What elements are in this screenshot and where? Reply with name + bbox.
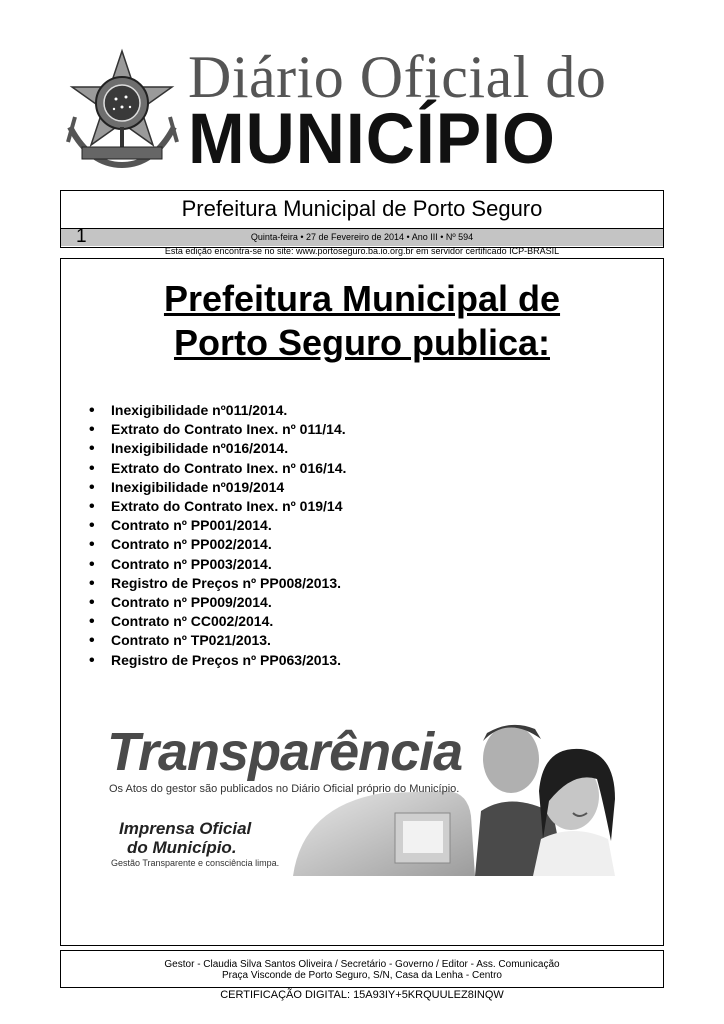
press-title [119,819,251,857]
headline-line2: Porto Seguro publica: [173,322,550,363]
headline-line1: Prefeitura Municipal de [163,278,561,319]
headline [61,277,663,365]
list-item: • Contrato nº PP009/2014. [89,593,346,612]
list-item: • Contrato nº TP021/2013. [89,631,346,650]
banner-title: Transparência [107,722,463,782]
list-item: • Registro de Preços nº PP063/2013. [89,651,346,670]
edition-info: Quinta-feira • 27 de Fevereiro de 2014 • Ano III • Nº 594 [250,232,474,242]
publisher-name: Prefeitura Municipal de Porto Seguro [181,196,543,221]
list-item: • Registro de Preços nº PP008/2013. [89,574,346,593]
list-item: • Contrato nº PP002/2014. [89,535,346,554]
site-note: Esta edição encontra-se no site: www.portoseguro.ba.io.org.br em servidor certificado ICP-BRASIL [164,246,560,256]
list-item: • Contrato nº PP001/2014. [89,516,346,535]
transparency-banner [103,721,633,876]
masthead-title-line1: Diário Oficial do [188,44,607,110]
edition-bar [61,228,663,246]
list-item: • Inexigibilidade nº019/2014 [89,478,346,497]
list-item: • Extrato do Contrato Inex. nº 019/14 [89,497,346,516]
main-content-box [60,258,664,946]
digital-certification: CERTIFICAÇÃO DIGITAL: 15A93IY+5KRQUULEZ8INQW [220,989,504,1001]
list-item: • Extrato do Contrato Inex. nº 011/14. [89,420,346,439]
page-number: 1 [76,226,87,247]
footer-staff: Gestor - Claudia Silva Santos Oliveira / Secretário - Governo / Editor - Ass. Comunicação [164,959,560,970]
list-item: • Inexigibilidade nº011/2014. [89,401,346,420]
brazil-coat-of-arms-icon [60,47,185,172]
publication-list [89,401,346,670]
list-item: • Extrato do Contrato Inex. nº 016/14. [89,459,346,478]
header-box [60,190,664,248]
footer-address: Praça Visconde de Porto Seguro, S/N, Casa da Lenha - Centro [222,970,502,981]
press-title-line1: Imprensa Oficial [119,819,252,838]
banner-subtitle: Os Atos do gestor são publicados no Diário Oficial próprio do Município. [109,783,460,795]
banner-tagline: Gestão Transparente e consciência limpa. [111,858,280,868]
masthead-title-line2: MUNICÍPIO [188,98,556,179]
list-item: • Inexigibilidade nº016/2014. [89,439,346,458]
masthead [60,44,670,179]
list-item: • Contrato nº CC002/2014. [89,612,346,631]
footer-box [60,950,664,988]
press-title-line2: do Município. [127,838,237,857]
list-item: • Contrato nº PP003/2014. [89,555,346,574]
